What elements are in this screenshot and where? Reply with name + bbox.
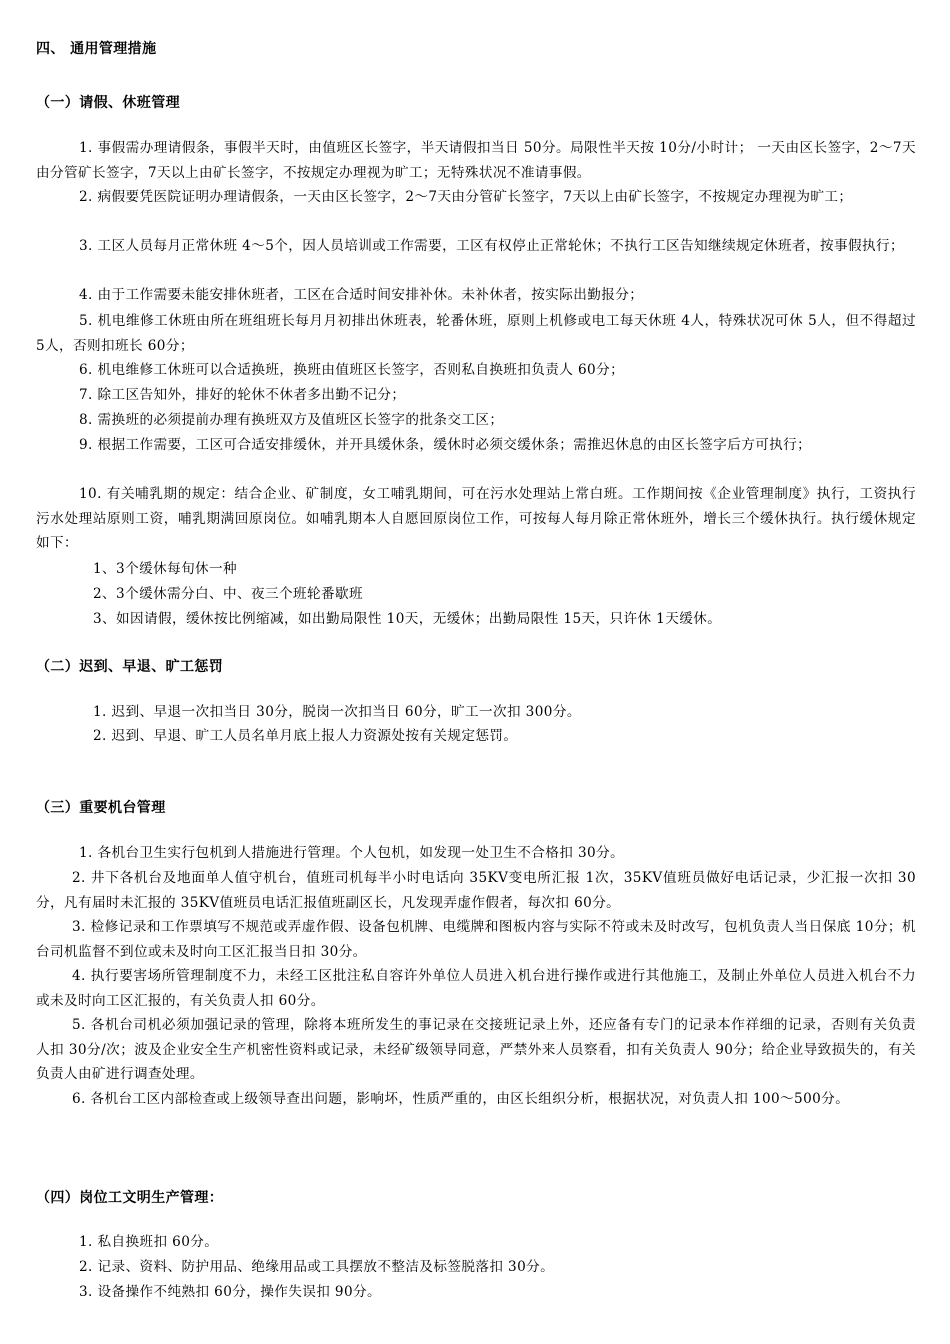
paragraph: 4. 由于工作需要未能安排休班者，工区在合适时间安排补休。未补休者，按实际出勤报分；: [79, 287, 644, 303]
paragraph: 3. 检修记录和工作票填写不规范或弄虚作假、设备包机牌、电缆牌和图板内容与实际不符或未及时改写，包机负责人当日保底 10分；机台司机监督不到位或未及时向工区汇报当日扣 30分。: [36, 919, 916, 960]
paragraph: 5. 机电维修工休班由所在班组班长每月月初排出休班表，轮番休班，原则上机修或电工每天休班 4人，特殊状况可休 5人，但不得超过 5人，否则扣班长 60分；: [36, 313, 916, 354]
paragraph: 5. 各机台司机必须加强记录的管理，除将本班所发生的事记录在交接班记录上外，还应备有专门的记录本作祥细的记录，否则有关负责人扣 30分/次；波及企业安全生产机密性资料或记录，未经矿级领导同意，严禁外来人员察看，扣有关负责人 90分；给企业导致损失的，有关负责人由矿进行调查处理。: [36, 1017, 916, 1082]
paragraph: 6. 机电维修工休班可以合适换班，换班由值班区长签字，否则私自换班扣负责人 60分；: [79, 362, 625, 378]
sub-item: 2、3个缓休需分白、中、夜三个班轮番歇班: [93, 586, 363, 602]
paragraph: 8. 需换班的必须提前办理有换班双方及值班区长签字的批条交工区；: [79, 412, 504, 428]
paragraph: 3. 工区人员每月正常休班 4～5个，因人员培训或工作需要，工区有权停止正常轮休；不执行工区告知继续规定休班者，按事假执行；: [79, 238, 904, 254]
sub-item: 3、如因请假，缓休按比例缩减，如出勤局限性 10天，无缓休；出勤局限性 15天，只许休 1天缓休。: [93, 611, 722, 627]
paragraph: 2. 病假要凭医院证明办理请假条，一天由区长签字，2～7天由分管矿长签字，7天以上由矿长签字，不按规定办理视为旷工；: [79, 189, 853, 205]
paragraph: 9. 根据工作需要，工区可合适安排缓休，并开具缓休条，缓休时必须交缓休条；需推迟休息的由区长签字后方可执行；: [79, 437, 812, 453]
section-heading: 四、 通用管理措施: [36, 41, 157, 57]
paragraph: 1. 各机台卫生实行包机到人措施进行管理。个人包机，如发现一处卫生不合格扣 30分。: [79, 845, 625, 861]
paragraph: 7. 除工区告知外，排好的轮休不休者多出勤不记分；: [79, 387, 406, 403]
paragraph: 4. 执行要害场所管理制度不力，未经工区批注私自容许外单位人员进入机台进行操作或进行其他施工，及制止外单位人员进入机台不力或未及时向工区汇报的，有关负责人扣 60分。: [36, 968, 916, 1009]
paragraph: 10. 有关哺乳期的规定：结合企业、矿制度，女工哺乳期间，可在污水处理站上常白班。工作期间按《企业管理制度》执行，工资执行污水处理站原则工资，哺乳期满回原岗位。如哺乳期本人自愿回原岗位工作，可按每人每月除正常休班外，增长三个缓休执行。执行缓休规定如下：: [36, 486, 916, 551]
paragraph: 1. 私自换班扣 60分。: [79, 1234, 219, 1250]
paragraph: 6. 各机台工区内部检查或上级领导查出问题，影响坏，性质严重的，由区长组织分析，根据状况，对负责人扣 100～500分。: [72, 1091, 850, 1107]
paragraph: 2. 记录、资料、防护用品、绝缘用品或工具摆放不整洁及标签脱落扣 30分。: [79, 1259, 555, 1275]
paragraph: 3. 设备操作不纯熟扣 60分，操作失误扣 90分。: [79, 1284, 382, 1300]
section-1-title: （一）请假、休班管理: [36, 95, 180, 111]
paragraph: 2. 迟到、早退、旷工人员名单月底上报人力资源处按有关规定惩罚。: [93, 728, 518, 744]
section-4-title: （四）岗位工文明生产管理：: [36, 1190, 224, 1206]
paragraph: 1. 事假需办理请假条，事假半天时，由值班区长签字，半天请假扣当日 50分。局限性半天按 10分/小时计； 一天由区长签字，2～7天由分管矿长签字，7天以上由矿长签字，不按规定办理视为旷工；无特殊状况不准请事假。: [36, 140, 916, 181]
paragraph: 1. 迟到、早退一次扣当日 30分，脱岗一次扣当日 60分，旷工一次扣 300分。: [93, 704, 581, 720]
sub-item: 1、3个缓休每旬休一种: [93, 561, 238, 577]
section-2-title: （二）迟到、早退、旷工惩罚: [36, 659, 224, 675]
paragraph: 2. 井下各机台及地面单人值守机台，值班司机每半小时电话向 35KV变电所汇报 1次，35KV值班员做好电话记录，少汇报一次扣 30分，凡有届时未汇报的 35KV值班员电话汇报值班副区长，凡发现弄虚作假者，每次扣 60分。: [36, 870, 916, 911]
section-3-title: （三）重要机台管理: [36, 800, 166, 816]
